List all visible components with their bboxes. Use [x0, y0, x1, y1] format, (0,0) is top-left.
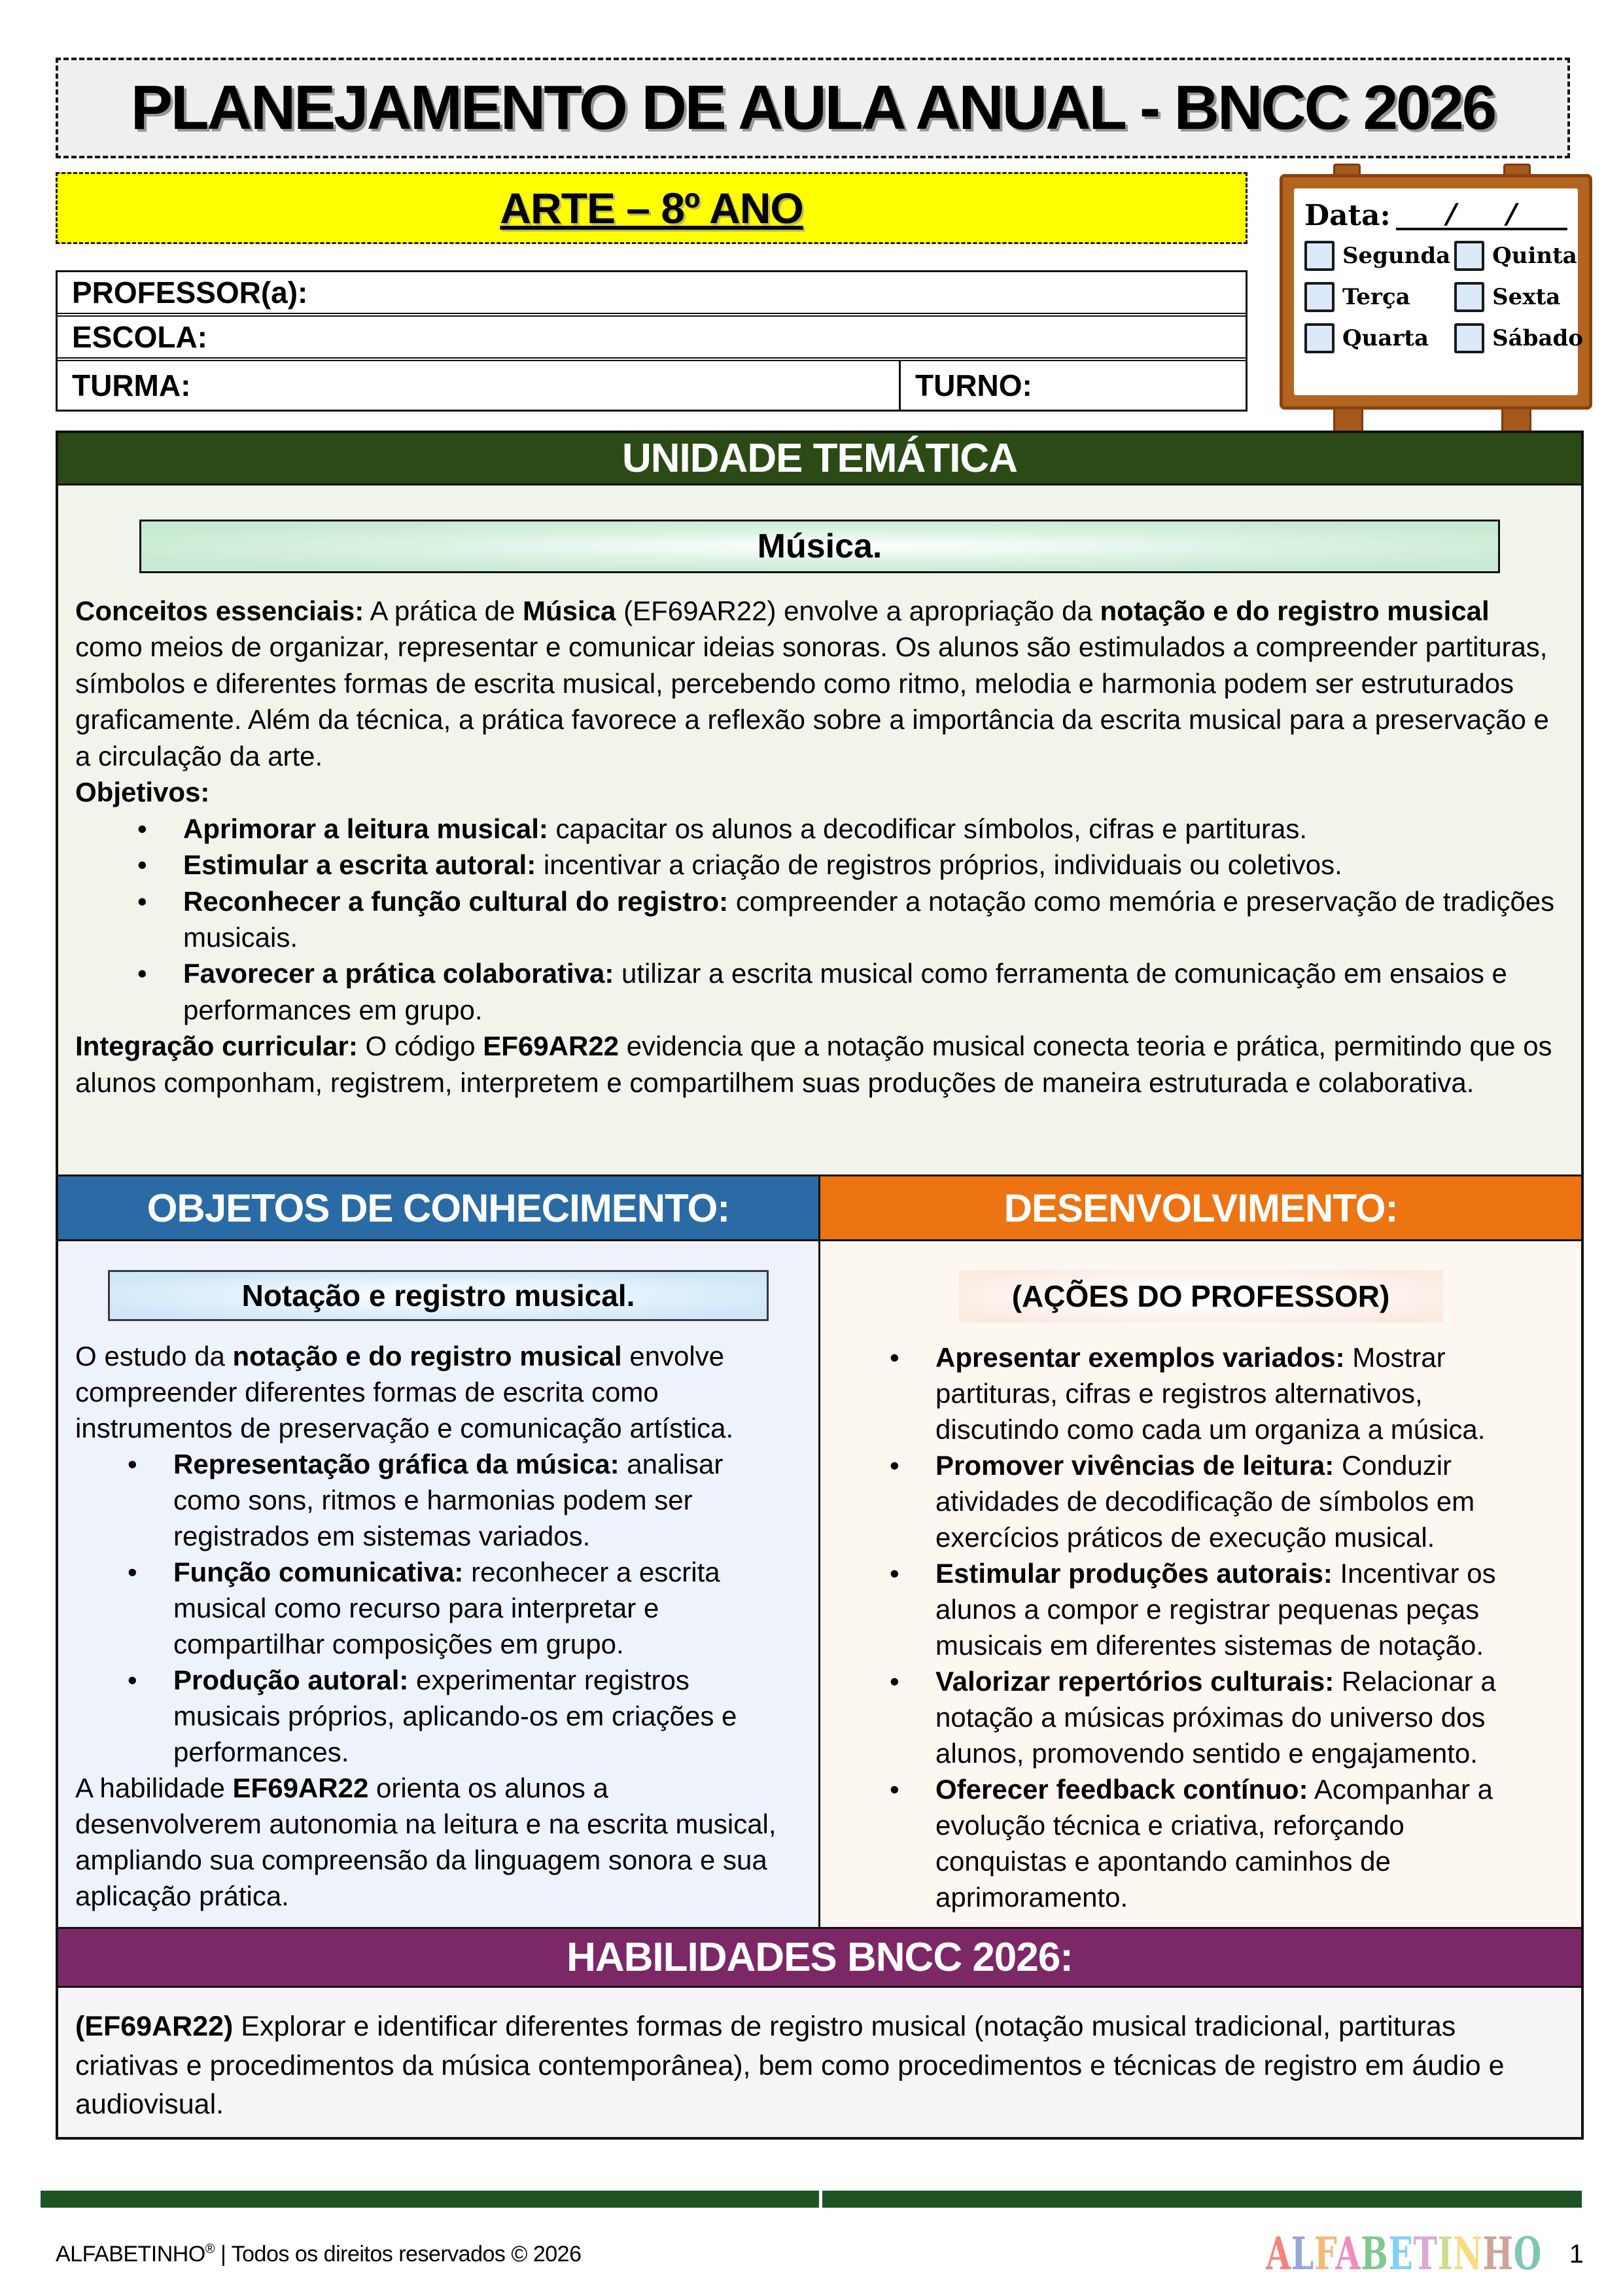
- date-slash-2: /: [1503, 198, 1521, 230]
- subject-banner: [56, 172, 1248, 244]
- objetos-conhecimento-column: [58, 1241, 820, 1927]
- professor-label: PROFESSOR(a):: [72, 275, 308, 309]
- objetos-item: • Produção autoral: experimentar registros musicais próprios, aplicando-os em criações e performances.: [75, 1662, 801, 1770]
- alfabetinho-logo: ALFABETINHO: [1265, 2228, 1542, 2280]
- main-content-table: [56, 431, 1584, 2140]
- day-label-terca: Terça: [1342, 284, 1410, 310]
- habilidades-section: [58, 1988, 1581, 2137]
- page-number: 1: [1569, 2239, 1584, 2269]
- objetos-intro-paragraph: O estudo da notação e do registro musical envolve compreender diferentes formas de escrita como instrumentos de preservação e comunicação artística.: [75, 1341, 734, 1444]
- objetivo-item: • Estimular a escrita autoral: incentivar a criação de registros próprios, individuais ou coletivos.: [75, 847, 1564, 883]
- day-label-sexta: Sexta: [1492, 284, 1561, 310]
- objetivos-list: [75, 811, 1564, 1029]
- sign-wood-frame: [1280, 174, 1592, 410]
- sign-board: [1294, 188, 1583, 395]
- objetivo-item: • Reconhecer a função cultural do registro: compreender a notação como memória e preservação de tradições musicais.: [75, 883, 1564, 956]
- objeto-topic-box: Notação e registro musical.: [108, 1270, 769, 1321]
- objetos-list: [75, 1446, 801, 1770]
- habilidades-paragraph: (EF69AR22) Explorar e identificar diferentes formas de registro musical (notação musical tradicional, partituras criativas e procedimentos da música contemporânea), bem como procedimentos e técnicas de registro em áudio e audiovisual.: [75, 2011, 1505, 2120]
- turma-input[interactable]: [190, 361, 899, 410]
- desenvolvimento-item: • Apresentar exemplos variados: Mostrar partituras, cifras e registros alternativos, discutindo como cada um organiza a música.: [837, 1339, 1564, 1447]
- desenvolvimento-header: DESENVOLVIMENTO:: [820, 1176, 1581, 1239]
- desenvolvimento-column: [820, 1241, 1581, 1927]
- checkbox-quarta[interactable]: [1304, 323, 1335, 353]
- day-row-terca: [1304, 282, 1454, 312]
- day-row-sabado: [1454, 323, 1583, 353]
- two-column-section: [58, 1241, 1581, 1929]
- document-title-box: [56, 58, 1570, 158]
- desenvolvimento-item: • Oferecer feedback contínuo: Acompanhar a evolução técnica e criativa, reforçando conquistas e apontando caminhos de aprimoramento.: [837, 1771, 1564, 1915]
- desenvolvimento-item: • Estimular produções autorais: Incentivar os alunos a compor e registrar pequenas peças musicais em diferentes sistemas de notação.: [837, 1555, 1564, 1663]
- checkbox-segunda[interactable]: [1304, 241, 1335, 271]
- day-row-quarta: [1304, 323, 1454, 353]
- escola-label: ESCOLA:: [72, 320, 207, 354]
- unidade-tematica-header: UNIDADE TEMÁTICA: [58, 433, 1581, 486]
- checkbox-sexta[interactable]: [1454, 282, 1484, 312]
- turma-label: TURMA:: [72, 368, 191, 402]
- copyright-text: ALFABETINHO® | Todos os direitos reservados © 2026: [56, 2241, 582, 2267]
- checkbox-terca[interactable]: [1304, 282, 1335, 312]
- day-label-quarta: Quarta: [1342, 325, 1429, 351]
- column-headers-row: [58, 1176, 1581, 1241]
- objetivo-item: • Aprimorar a leitura musical: capacitar os alunos a decodificar símbolos, cifras e partituras.: [75, 811, 1564, 847]
- date-slash-1: /: [1442, 198, 1460, 230]
- document-title: PLANEJAMENTO DE AULA ANUAL - BNCC 2026: [130, 73, 1495, 143]
- checkbox-quinta[interactable]: [1454, 241, 1484, 271]
- habilidades-header: HABILIDADES BNCC 2026:: [58, 1929, 1581, 1988]
- objetos-conhecimento-header: OBJETOS DE CONHECIMENTO:: [58, 1176, 820, 1239]
- integracao-paragraph: Integração curricular: O código EF69AR22 evidencia que a notação musical conecta teoria e prática, permitindo que os alunos componham, registrem, interpretem e compartilhem suas produções de maneira estruturada e colaborativa.: [75, 1031, 1552, 1098]
- desenvolvimento-list: [837, 1339, 1564, 1915]
- day-label-quinta: Quinta: [1492, 243, 1577, 269]
- unidade-tematica-section: [58, 486, 1581, 1176]
- objetos-item: • Representação gráfica da música: analisar como sons, ritmos e harmonias podem ser registrados em sistemas variados.: [75, 1446, 801, 1554]
- footer-divider-bar: [41, 2191, 1582, 2208]
- acoes-professor-box: (AÇÕES DO PROFESSOR): [959, 1270, 1443, 1322]
- subject-title: ARTE – 8º ANO: [500, 184, 803, 232]
- topic-box: Música.: [139, 520, 1500, 573]
- escola-input[interactable]: [207, 317, 1246, 357]
- desenvolvimento-item: • Valorizar repertórios culturais: Relacionar a notação a músicas próximas do universo dos alunos, promovendo sentido e engajamento.: [837, 1663, 1564, 1771]
- professor-row: [58, 272, 1246, 317]
- day-row-segunda: [1304, 241, 1454, 271]
- footer: [56, 2228, 1584, 2280]
- turno-cell: [899, 361, 1246, 410]
- day-label-sabado: Sábado: [1492, 325, 1583, 351]
- weekday-checklist: [1304, 241, 1583, 353]
- desenvolvimento-item: • Promover vivências de leitura: Conduzir atividades de decodificação de símbolos em exercícios práticos de execução musical.: [837, 1447, 1564, 1555]
- day-row-quinta: [1454, 241, 1577, 271]
- objetos-item: • Função comunicativa: reconhecer a escrita musical como recurso para interpretar e compartilhar composições em grupo.: [75, 1554, 801, 1662]
- objetos-outro-paragraph: A habilidade EF69AR22 orienta os alunos a desenvolverem autonomia na leitura e na escrita musical, ampliando sua compreensão da linguagem sonora e sua aplicação prática.: [75, 1773, 777, 1912]
- date-sign: [1276, 164, 1597, 470]
- turno-label: TURNO:: [915, 368, 1032, 402]
- day-label-segunda: Segunda: [1342, 243, 1451, 269]
- turno-input[interactable]: [1032, 361, 1246, 410]
- conceitos-paragraph: Conceitos essenciais: A prática de Música (EF69AR22) envolve a apropriação da notação e do registro musical como meios de organizar, representar e comunicar ideias sonoras. Os alunos são estimulados a compreender partituras, símbolos e diferentes formas de escrita musical, percebendo como ritmo, melodia e harmonia podem ser estruturados graficamente. Além da técnica, a prática favorece a reflexão sobre a importância da escrita musical para a preservação e a circulação da arte.: [75, 595, 1549, 771]
- objetivo-item: • Favorecer a prática colaborativa: utilizar a escrita musical como ferramenta de comunicação em ensaios e performances em grupo.: [75, 955, 1564, 1028]
- teacher-info-form: [56, 270, 1248, 412]
- date-label: Data:: [1304, 199, 1391, 232]
- turma-turno-row: [58, 361, 1246, 410]
- checkbox-sabado[interactable]: [1454, 323, 1484, 353]
- date-blank-line[interactable]: [1396, 195, 1567, 230]
- footer-divider-gap: [819, 2191, 822, 2208]
- objetivos-label: Objetivos:: [75, 777, 210, 808]
- registered-mark: ®: [205, 2242, 215, 2257]
- escola-row: [58, 317, 1246, 361]
- professor-input[interactable]: [307, 272, 1246, 313]
- day-row-sexta: [1454, 282, 1567, 312]
